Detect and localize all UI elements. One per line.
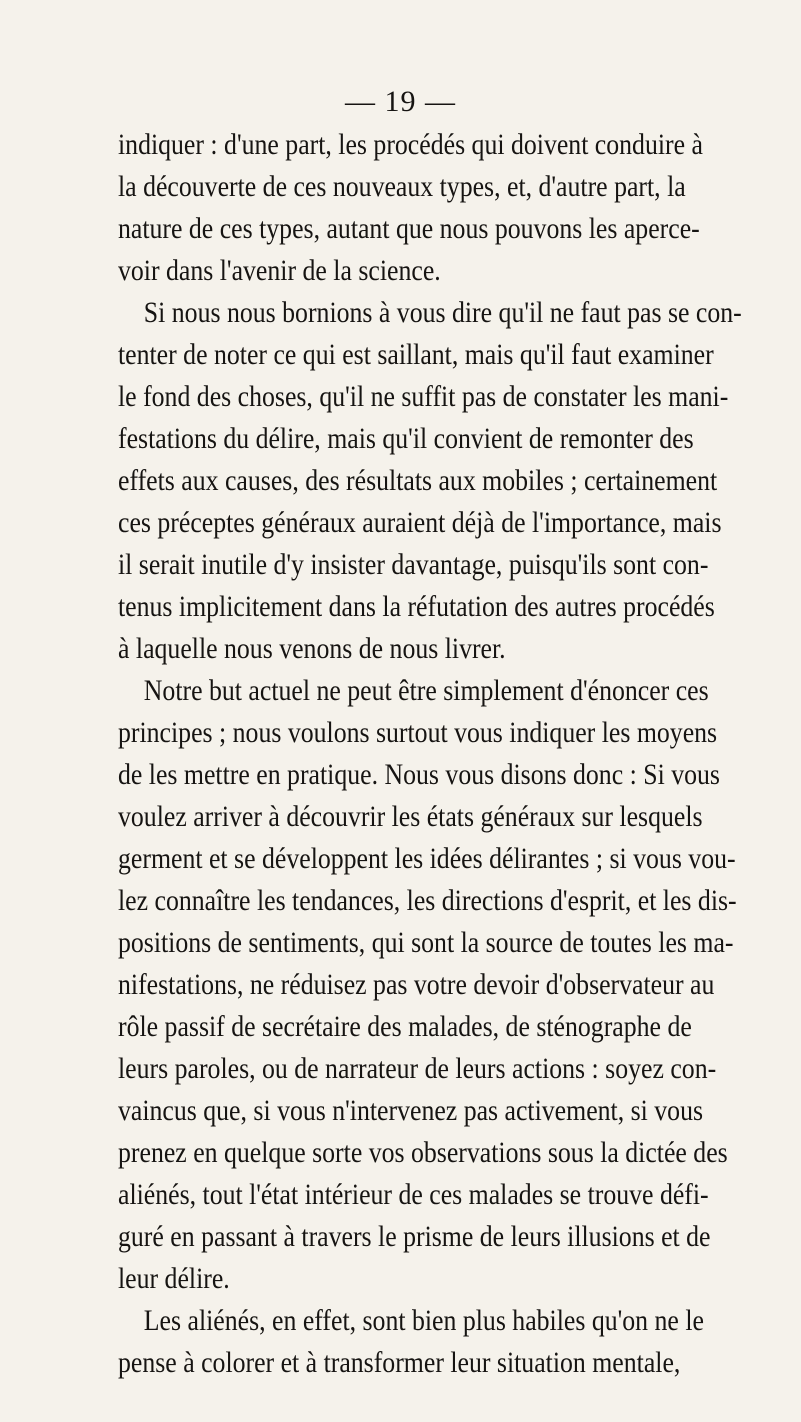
text-line: leurs paroles, ou de narrateur de leurs actions : soyez con- <box>118 1052 717 1085</box>
text-line: leur délire. <box>118 1262 230 1295</box>
text-line: indiquer : d'une part, les procédés qui doivent conduire à <box>118 128 703 161</box>
text-line: aliénés, tout l'état intérieur de ces malades se trouve défi- <box>118 1178 709 1211</box>
text-line: vaincus que, si vous n'intervenez pas activement, si vous <box>118 1094 704 1127</box>
text-line: tenter de noter ce qui est saillant, mais qu'il faut examiner <box>118 338 714 371</box>
text-line: voir dans l'avenir de la science. <box>118 254 441 287</box>
text-line: lez connaître les tendances, les directions d'esprit, et les dis- <box>118 884 737 917</box>
text-line: de les mettre en pratique. Nous vous disons donc : Si vous <box>118 758 720 791</box>
text-line: Notre but actuel ne peut être simplement d'énoncer ces <box>143 674 709 707</box>
text-line: guré en passant à travers le prisme de leurs illusions et de <box>118 1220 711 1253</box>
text-line: effets aux causes, des résultats aux mobiles ; certainement <box>118 464 718 497</box>
text-line: tenus implicitement dans la réfutation des autres procédés <box>118 590 715 623</box>
text-line: pense à colorer et à transformer leur situation mentale, <box>118 1346 681 1379</box>
text-line: nature de ces types, autant que nous pouvons les aperce- <box>118 212 700 245</box>
text-line: festations du délire, mais qu'il convient de remonter des <box>118 422 694 455</box>
text-line: le fond des choses, qu'il ne suffit pas de constater les mani- <box>118 380 729 413</box>
text-line: à laquelle nous venons de nous livrer. <box>118 632 506 665</box>
text-line: voulez arriver à découvrir les états généraux sur lesquels <box>118 800 703 833</box>
text-line: il serait inutile d'y insister davantage, puisqu'ils sont con- <box>118 548 709 581</box>
text-line: principes ; nous voulons surtout vous indiquer les moyens <box>118 716 718 749</box>
text-line: ces préceptes généraux auraient déjà de l'importance, mais <box>118 506 722 539</box>
text-line: Si nous nous bornions à vous dire qu'il ne faut pas se con- <box>143 296 742 329</box>
text-line: rôle passif de secrétaire des malades, de sténographe de <box>118 1010 692 1043</box>
text-line: nifestations, ne réduisez pas votre devoir d'observateur au <box>118 968 715 1001</box>
text-line: Les aliénés, en effet, sont bien plus habiles qu'on ne le <box>143 1304 704 1337</box>
text-line: germent et se développent les idées délirantes ; si vous vou- <box>118 842 736 875</box>
text-line: prenez en quelque sorte vos observations sous la dictée des <box>118 1136 728 1169</box>
text-line: la découverte de ces nouveaux types, et, d'autre part, la <box>118 170 686 203</box>
body-text <box>118 124 742 1384</box>
text-line: positions de sentiments, qui sont la source de toutes les ma- <box>118 926 734 959</box>
page-number: — 19 — <box>345 85 456 118</box>
